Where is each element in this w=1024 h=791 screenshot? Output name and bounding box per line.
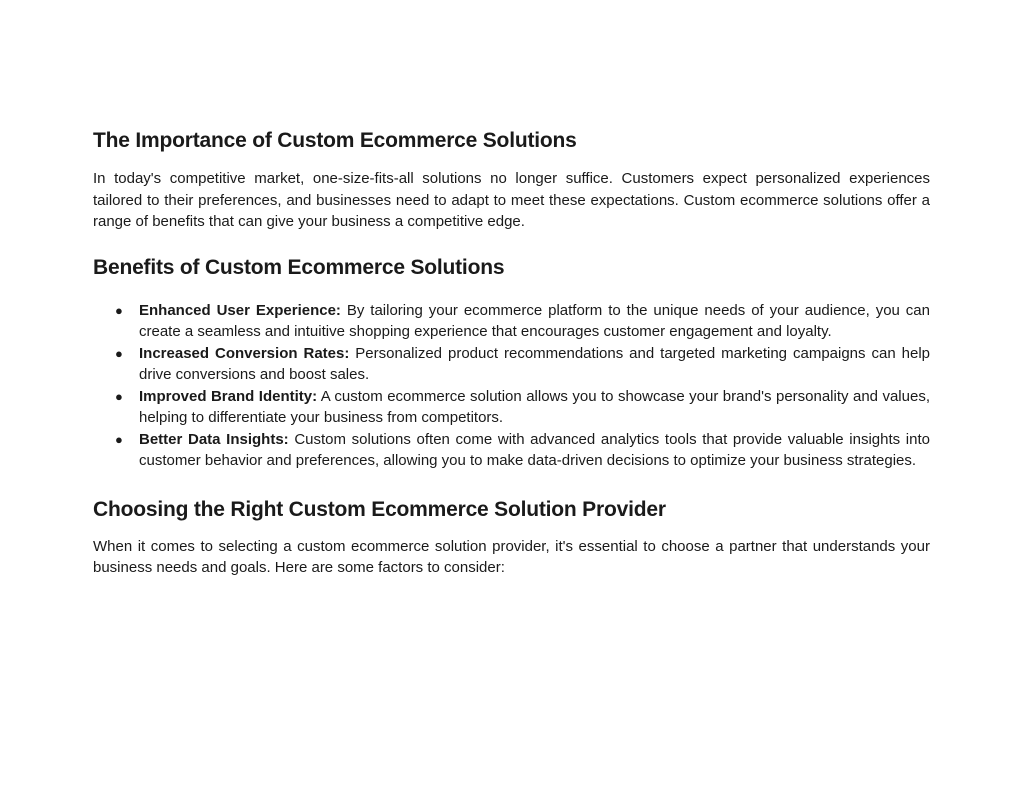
section-heading-benefits: Benefits of Custom Ecommerce Solutions bbox=[93, 255, 505, 279]
benefit-text: Custom solutions often come with advanced analytics tools that provide valuable insights into customer behavior and preferences, allowing you to make data-driven decisions to optimize your business strategies. bbox=[139, 430, 930, 469]
benefit-term: Improved Brand Identity: bbox=[139, 387, 318, 405]
choosing-paragraph: When it comes to selecting a custom ecommerce solution provider, it's essential to choose a partner that understands your business needs and goals. Here are some factors to consider: bbox=[93, 537, 930, 576]
benefits-list bbox=[93, 300, 930, 472]
list-item bbox=[93, 300, 930, 343]
benefit-text: A custom ecommerce solution allows you to showcase your brand's personality and values, helping to differentiate your business from competitors. bbox=[139, 387, 930, 426]
bullet-icon: ● bbox=[115, 345, 123, 361]
benefit-term: Enhanced User Experience: bbox=[139, 301, 341, 319]
benefit-text: Personalized product recommendations and targeted marketing campaigns can help drive conversions and boost sales. bbox=[139, 344, 930, 383]
list-item bbox=[93, 386, 930, 429]
bullet-icon: ● bbox=[115, 388, 123, 404]
benefit-term: Increased Conversion Rates: bbox=[139, 344, 350, 362]
list-item bbox=[93, 343, 930, 386]
benefit-text: By tailoring your ecommerce platform to the unique needs of your audience, you can create a seamless and intuitive shopping experience that encourages customer engagement and loyalty. bbox=[139, 301, 930, 340]
section-heading-importance: The Importance of Custom Ecommerce Solutions bbox=[93, 129, 577, 152]
document-page bbox=[93, 126, 930, 579]
section-heading-choosing: Choosing the Right Custom Ecommerce Solution Provider bbox=[93, 497, 666, 521]
bullet-icon: ● bbox=[115, 431, 123, 447]
benefit-term: Better Data Insights: bbox=[139, 430, 289, 448]
list-item bbox=[93, 429, 930, 472]
importance-paragraph: In today's competitive market, one-size-fits-all solutions no longer suffice. Customers expect personalized experiences tailored to their preferences, and businesses need to adapt to meet these expectations. Custom ecommerce solutions offer a range of benefits that can give your business a competitive edge. bbox=[93, 170, 930, 230]
bullet-icon: ● bbox=[115, 302, 123, 318]
